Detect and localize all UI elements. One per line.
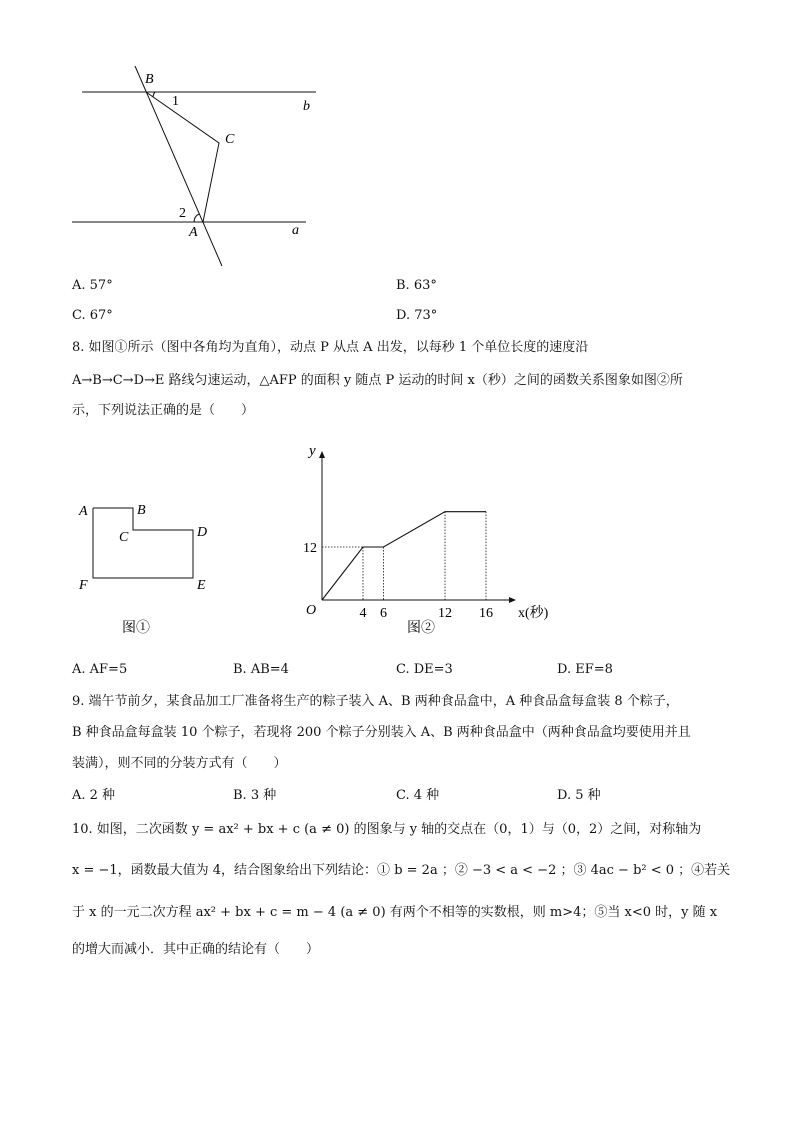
l-shape	[93, 508, 193, 578]
q7-option-d[interactable]: D. 73°	[396, 308, 438, 323]
fig1-label-A: A	[79, 504, 88, 519]
axis-label-y: y	[309, 443, 316, 459]
q7-option-b[interactable]: B. 63°	[396, 278, 437, 293]
label-B: B	[145, 72, 154, 87]
series-line	[322, 512, 486, 600]
q9-option-a[interactable]: A. 2 种	[72, 788, 116, 803]
x-tick-label-12: 12	[438, 606, 452, 621]
fig1-label-E: E	[197, 578, 206, 593]
label-C: C	[225, 132, 235, 147]
fig1-label-F: F	[79, 578, 88, 593]
fig2-caption: 图②	[407, 621, 435, 636]
label-2: 2	[179, 206, 186, 221]
q10-line-2: x = −1，函数最大值为 4，结合图象给出下列结论：① b = 2a ；② −3 < a < −2 ；③ 4ac − b² < 0 ；④若关	[72, 863, 731, 878]
segment-bca	[146, 92, 219, 222]
label-b: b	[303, 99, 310, 114]
fig1-label-B: B	[137, 503, 146, 518]
q8-option-a[interactable]: A. AF=5	[72, 662, 128, 677]
fig1-label-C: C	[119, 530, 129, 545]
label-A: A	[189, 225, 198, 240]
label-a: a	[292, 223, 299, 238]
q9-line-3: 装满），则不同的分装方式有（ ）	[72, 756, 287, 771]
q8-line-1: 8. 如图①所示（图中各角均为直角），动点 P 从点 A 出发，以每秒 1 个单位长度的速度沿	[72, 340, 589, 355]
axis-label-x: x(秒)	[518, 606, 549, 621]
q8-option-b[interactable]: B. AB=4	[233, 662, 289, 677]
q8-line-2: A→B→C→D→E 路线匀速运动，△AFP 的面积 y 随点 P 运动的时间 x（秒）之间的函数关系图象如图②所	[72, 373, 683, 388]
angle-1-arc	[153, 92, 155, 97]
q7-option-c[interactable]: C. 67°	[72, 308, 113, 323]
y-axis-arrow	[319, 451, 325, 458]
x-tick-label-6: 6	[380, 606, 387, 621]
q8-option-d[interactable]: D. EF=8	[557, 662, 613, 677]
q9-option-b[interactable]: B. 3 种	[233, 788, 277, 803]
q7-option-a[interactable]: A. 57°	[72, 278, 113, 293]
origin-label: O	[306, 603, 317, 618]
fig1-label-D: D	[197, 525, 208, 540]
q9-line-2: B 种食品盒每盒装 10 个粽子，若现将 200 个粽子分别装入 A、B 两种食品盒中（两种食品盒均要使用并且	[72, 725, 691, 740]
q10-line-1: 10. 如图，二次函数 y = ax² + bx + c (a ≠ 0) 的图象与 y 轴的交点在（0，1）与（0，2）之间，对称轴为	[72, 822, 702, 837]
q10-line-3: 于 x 的一元二次方程 ax² + bx + c = m − 4 (a ≠ 0) 有两个不相等的实数根，则 m>4；⑤当 x<0 时，y 随 x	[72, 905, 718, 920]
q10-line-4: 的增大而减小．其中正确的结论有（ ）	[72, 942, 320, 957]
q8-figure-1	[70, 495, 220, 645]
q8-option-c[interactable]: C. DE=3	[396, 662, 453, 677]
fig1-caption: 图①	[122, 621, 150, 636]
angle-2-arc	[194, 214, 199, 222]
q9-option-c[interactable]: C. 4 种	[396, 788, 440, 803]
x-axis-arrow	[509, 597, 516, 603]
y-tick-label-12: 12	[303, 541, 317, 556]
q9-option-d[interactable]: D. 5 种	[557, 788, 601, 803]
x-tick-label-16: 16	[479, 606, 493, 621]
x-tick-label-4: 4	[359, 606, 367, 621]
q8-figure-2	[295, 438, 560, 638]
label-1: 1	[172, 94, 179, 109]
q8-line-3: 示，下列说法正确的是（ ）	[72, 403, 255, 418]
q9-line-1: 9. 端午节前夕，某食品加工厂准备将生产的粽子装入 A、B 两种食品盒中，A 种食品盒每盒装 8 个粽子，	[72, 694, 679, 709]
q7-figure	[60, 58, 330, 273]
